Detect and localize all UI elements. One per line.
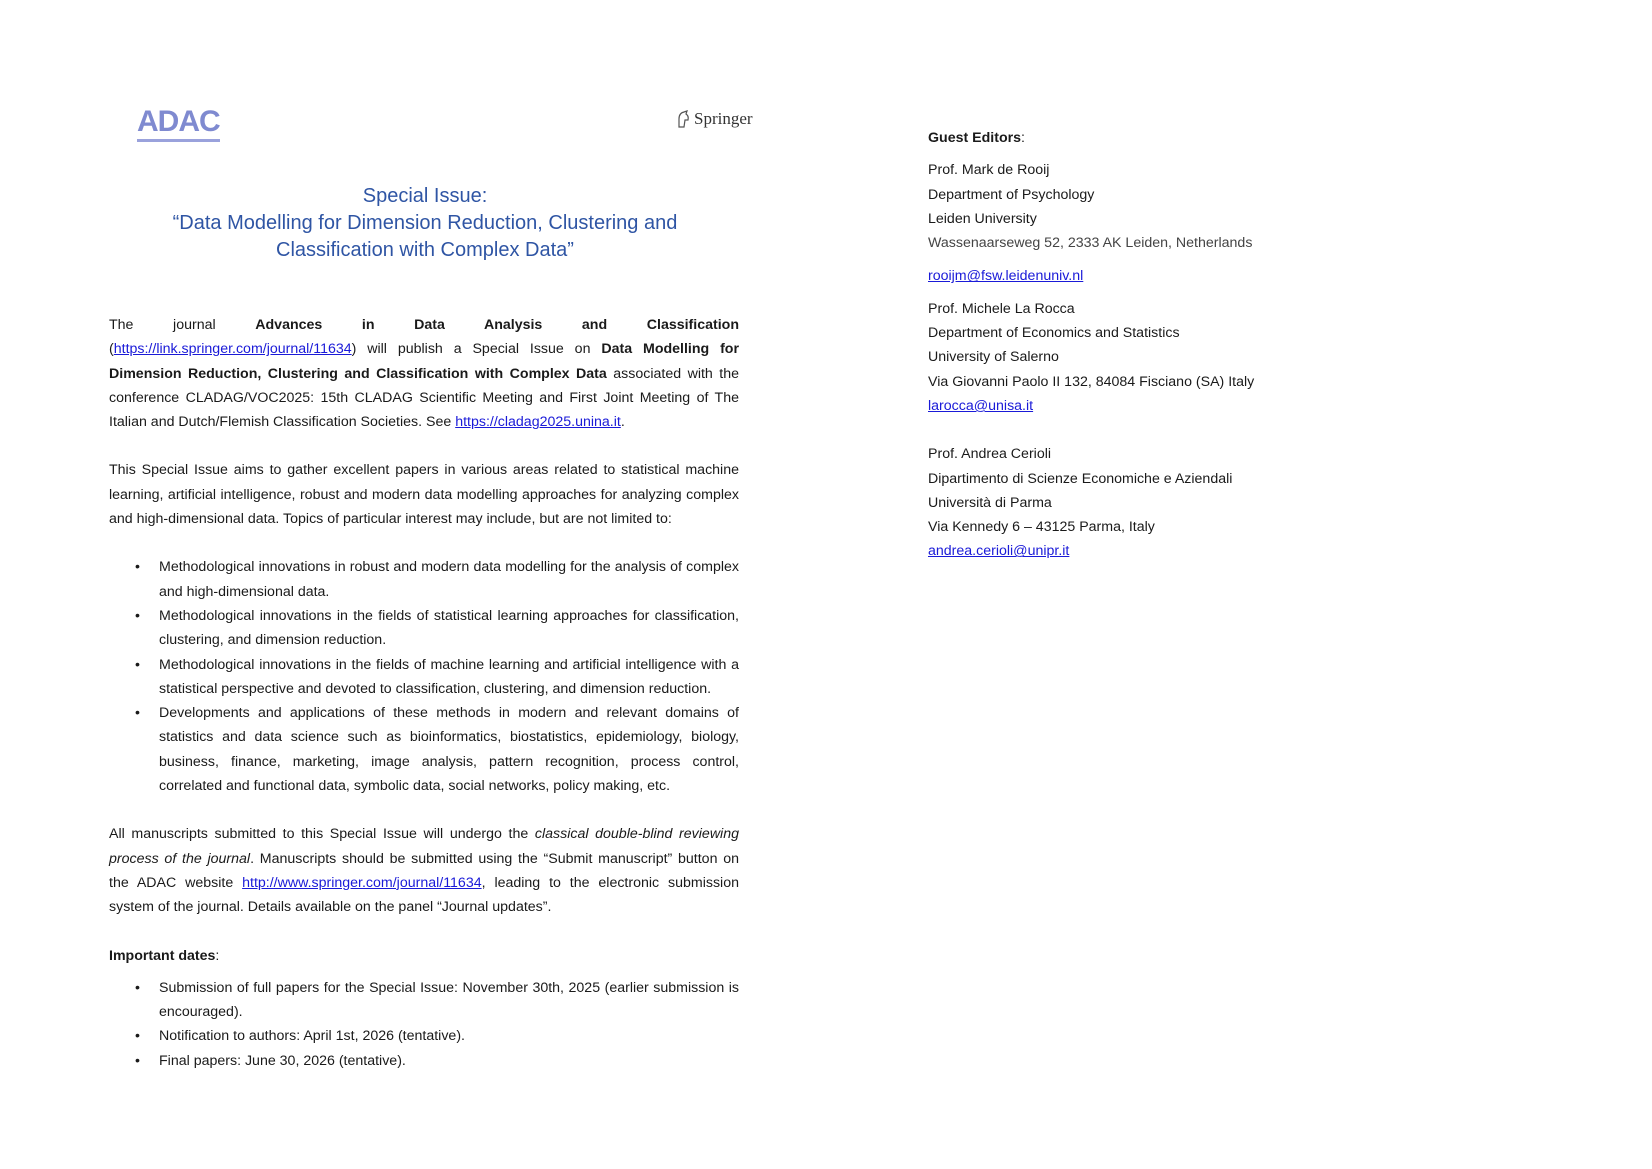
adac-website-link[interactable]: http://www.springer.com/journal/11634	[242, 874, 482, 891]
list-item: • Notification to authors: April 1st, 2026 (tentative).	[109, 1024, 739, 1048]
editor-1-email[interactable]: rooijm@fsw.leidenuniv.nl	[928, 268, 1084, 285]
dates-list	[109, 976, 739, 1073]
springer-horse-icon	[676, 110, 690, 128]
editor-1-name: Prof. Mark de Rooij	[928, 162, 1050, 179]
conference-link[interactable]: https://cladag2025.unina.it	[455, 414, 621, 431]
list-item: • Methodological innovations in robust and modern data modelling for the analysis of complex and high-dimensional data.	[109, 555, 739, 604]
issue-name: Data Modelling for Dimension Reduction, Clustering and Classification with Complex Data	[109, 341, 739, 382]
topics-list	[109, 555, 739, 798]
special-issue-title	[110, 183, 740, 264]
list-item: • Submission of full papers for the Special Issue: November 30th, 2025 (earlier submission is encouraged).	[109, 976, 739, 1025]
guest-editors	[928, 126, 1428, 564]
editor-2-email[interactable]: larocca@unisa.it	[928, 397, 1034, 414]
editor-3-email[interactable]: andrea.cerioli@unipr.it	[928, 543, 1070, 560]
review-process-text: classical double-blind reviewing process of the journal	[109, 826, 739, 867]
springer-logo	[676, 109, 753, 129]
editor-2-name: Prof. Michele La Rocca	[928, 300, 1075, 317]
editor-3-dept: Dipartimento di Scienze Economiche e Aziendali	[928, 470, 1233, 487]
list-item: • Methodological innovations in the fields of statistical learning approaches for classification, clustering, and dimension reduction.	[109, 604, 739, 653]
journal-link[interactable]: https://link.springer.com/journal/11634	[113, 341, 352, 358]
editor-2-address: Via Giovanni Paolo II 132, 84084 Fisciano (SA) Italy	[928, 373, 1255, 390]
title-line-2: “Data Modelling for Dimension Reduction, Clustering and	[172, 212, 678, 234]
editor-1-uni: Leiden University	[928, 210, 1037, 227]
editor-3-name: Prof. Andrea Cerioli	[928, 446, 1052, 463]
adac-logo: ADAC	[137, 105, 220, 142]
journal-name: Advances in Data Analysis and Classification	[255, 317, 740, 333]
submission-paragraph: All manuscripts submitted to this Special Issue will undergo the classical double-blind reviewing process of the journal. Manuscripts should be submitted using the “Submit manuscript” button on the ADAC website http://www.springer.com/journal/11634, leading to the electronic submission system of the journal. Details available on the panel “Journal updates”.	[109, 826, 739, 916]
list-item: • Methodological innovations in the fields of machine learning and artificial intelligence with a statistical perspective and devoted to classification, clustering, and dimension reduction.	[109, 653, 739, 702]
list-item: • Developments and applications of these methods in modern and relevant domains of statistics and data science such as bioinformatics, biostatistics, epidemiology, biology, business, finance, marketing, image analysis, pattern recognition, process control, correlated and functional data, symbolic data, social networks, policy making, etc.	[109, 701, 739, 798]
editor-1-address: Wassenaarseweg 52, 2333 AK Leiden, Netherlands	[928, 235, 1253, 252]
editor-1-dept: Department of Psychology	[928, 186, 1095, 203]
editor-3-address: Via Kennedy 6 – 43125 Parma, Italy	[928, 519, 1155, 536]
list-item: • Final papers: June 30, 2026 (tentative).	[109, 1049, 739, 1073]
editor-3-uni: Università di Parma	[928, 494, 1052, 511]
main-text	[109, 313, 739, 1073]
editor-2-uni: University of Salerno	[928, 349, 1059, 366]
intro-paragraph: The journal Advances in Data Analysis and Classification (https://link.springer.com/journal/11634) will publish a Special Issue on Data Modelling for Dimension Reduction, Clustering and Classification with Complex Data associated with the conference CLADAG/VOC2025: 15th CLADAG Scientific Meeting and First Joint Meeting of The Italian and Dutch/Flemish Classification Societies. See https://cladag2025.unina.it.	[109, 317, 740, 431]
springer-wordmark: Springer	[694, 109, 753, 128]
editors-heading: Guest Editors:	[928, 130, 1025, 146]
aims-paragraph: This Special Issue aims to gather excellent papers in various areas related to statistical machine learning, artificial intelligence, robust and modern data modelling approaches for analyzing complex and high-dimensional data. Topics of particular interest may include, but are not limited to:	[109, 462, 739, 528]
title-line-1: Special Issue:	[362, 185, 488, 207]
dates-heading: Important dates:	[109, 947, 220, 964]
editor-2-dept: Department of Economics and Statistics	[928, 325, 1180, 342]
title-line-3: Classification with Complex Data”	[276, 239, 574, 261]
